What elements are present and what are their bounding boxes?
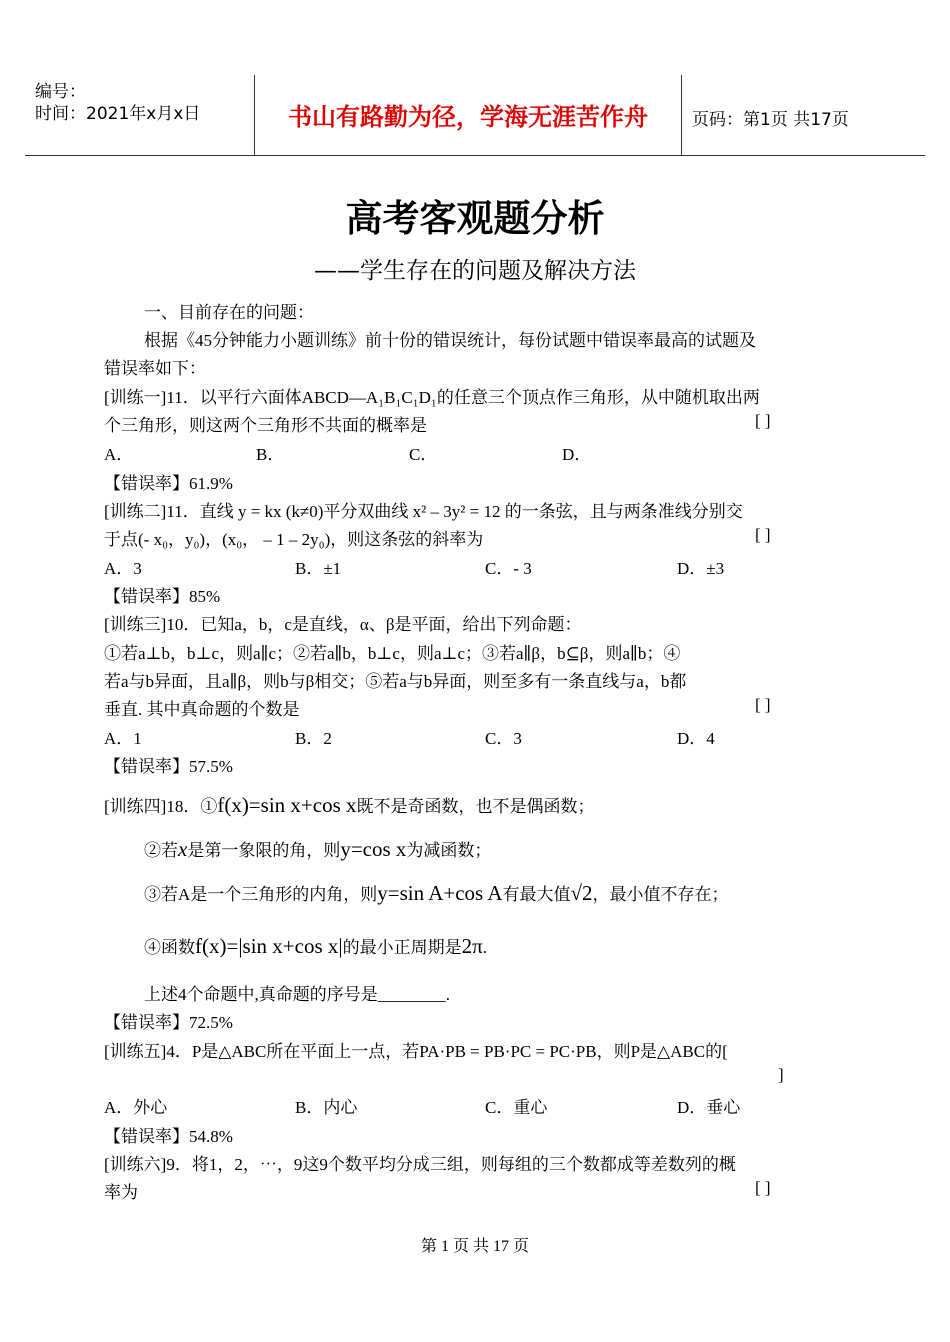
option-c: C．重心: [485, 1098, 548, 1117]
option-d: D．4: [677, 729, 715, 748]
question-1-line: 个三角形，则这两个三角形不共面的概率是: [104, 416, 427, 435]
question-5-line: [训练五]4．P是△ABC所在平面上一点，若PA·PB = PB·PC = PC·PB，则P是△ABC的[: [104, 1042, 728, 1061]
answer-bracket: [ ]: [755, 695, 771, 714]
option-a: A．1: [104, 729, 142, 748]
answer-bracket-close: ]: [778, 1065, 784, 1084]
math-formula: y=sin A+cos A: [377, 881, 503, 905]
option-c: C．3: [485, 729, 522, 748]
option-d: D．: [562, 445, 592, 464]
number-label: 编号：: [35, 82, 86, 102]
q4-text: 为减函数；: [406, 841, 492, 860]
intro-text: 根据《45分钟能力小题训练》前十份的错误统计，每份试题中错误率最高的试题及: [144, 331, 756, 350]
question-4-line: [104, 792, 595, 818]
q4-text: ④函数: [144, 938, 195, 957]
option-c: C．: [409, 445, 438, 464]
question-3-line: 垂直. 其中真命题的个数是: [104, 700, 300, 719]
q4-text: ②若: [144, 841, 178, 860]
error-rate: 【错误率】54.8%: [104, 1127, 233, 1146]
question-3-line: ①若a⊥b，b⊥c，则a∥c；②若a∥b，b⊥c，则a⊥c；③若a∥β，b⊆β，则a∥b；④: [104, 644, 681, 663]
answer-bracket: [ ]: [755, 1178, 771, 1197]
math-formula: f(x)=|sin x+cos x|: [195, 934, 343, 958]
answer-bracket: [ ]: [755, 411, 771, 430]
question-2-line: [训练二]11．直线 y = kx (k≠0)平分双曲线 x² – 3y² = 12 的一条弦，且与两条准线分别交: [104, 502, 743, 521]
math-formula: f(x)=sin x+cos x: [217, 793, 357, 817]
option-d: D．垂心: [677, 1098, 741, 1117]
q4-text: 是第一象限的角，则: [187, 841, 341, 860]
error-rate: 【错误率】72.5%: [104, 1013, 233, 1032]
question-4-line: [144, 880, 729, 906]
page-title: 高考客观题分析: [345, 197, 605, 240]
header-motto: 书山有路勤为径，学海无涯苦作舟: [254, 75, 682, 155]
math-formula: y=cos x: [340, 837, 407, 861]
option-b: B．2: [295, 729, 332, 748]
q4-text: ，最小值不存在；: [592, 885, 729, 904]
time-label: 时间：2021年x月x日: [35, 104, 201, 124]
answer-bracket: [ ]: [755, 525, 771, 544]
question-4-line: [144, 836, 491, 862]
page-footer: 第 1 页 共 17 页: [420, 1238, 529, 1255]
q4-text: .: [482, 938, 487, 957]
error-rate: 【错误率】57.5%: [104, 757, 233, 776]
q4-text: 既不是奇函数，也不是偶函数；: [356, 797, 595, 816]
q4-text: ③若A是一个三角形的内角，则: [144, 885, 378, 904]
math-formula: √2: [570, 881, 593, 905]
math-var: x: [178, 837, 188, 861]
question-4-line: [144, 933, 487, 959]
question-4-line: 上述4个命题中,真命题的序号是________.: [144, 985, 450, 1004]
question-6-line: 率为: [104, 1183, 138, 1202]
option-d: D．±3: [677, 559, 725, 578]
math-formula: 2π: [461, 934, 483, 958]
option-a: A．3: [104, 559, 142, 578]
intro-text: 错误率如下：: [104, 359, 206, 378]
error-rate: 【错误率】61.9%: [104, 474, 233, 493]
question-2-line: 于点(- x₀，y₀)，(x₀， – 1 – 2y₀)，则这条弦的斜率为: [104, 530, 484, 549]
section-heading: 一、目前存在的问题：: [144, 303, 314, 322]
option-b: B．内心: [295, 1098, 358, 1117]
q4-prefix: [训练四]18．①: [104, 797, 218, 816]
question-6-line: [训练六]9．将1，2，⋯，9这9个数平均分成三组，则每组的三个数都成等差数列的概: [104, 1155, 736, 1174]
error-rate: 【错误率】85%: [104, 587, 221, 606]
option-a: A．: [104, 445, 134, 464]
option-a: A．外心: [104, 1098, 168, 1117]
q4-text: 的最小正周期是: [342, 938, 462, 957]
question-1-line: [训练一]11．以平行六面体ABCD—A₁B₁C₁D₁的任意三个顶点作三角形，从中随机取出两: [104, 388, 760, 407]
header-page-info: 页码：第1页 共17页: [692, 110, 849, 130]
question-3-line: [训练三]10．已知a，b，c是直线，α、β是平面，给出下列命题：: [104, 615, 582, 634]
question-3-line: 若a与b异面，且a∥β，则b与β相交；⑤若a与b异面，则至多有一条直线与a，b都: [104, 672, 687, 691]
page-subtitle: ——学生存在的问题及解决方法: [314, 258, 636, 284]
header-meta: [35, 81, 200, 125]
q4-text: 有最大值: [502, 885, 571, 904]
option-b: B．: [256, 445, 285, 464]
option-c: C．- 3: [485, 559, 532, 578]
option-b: B．±1: [295, 559, 342, 578]
page-header: [25, 75, 925, 156]
